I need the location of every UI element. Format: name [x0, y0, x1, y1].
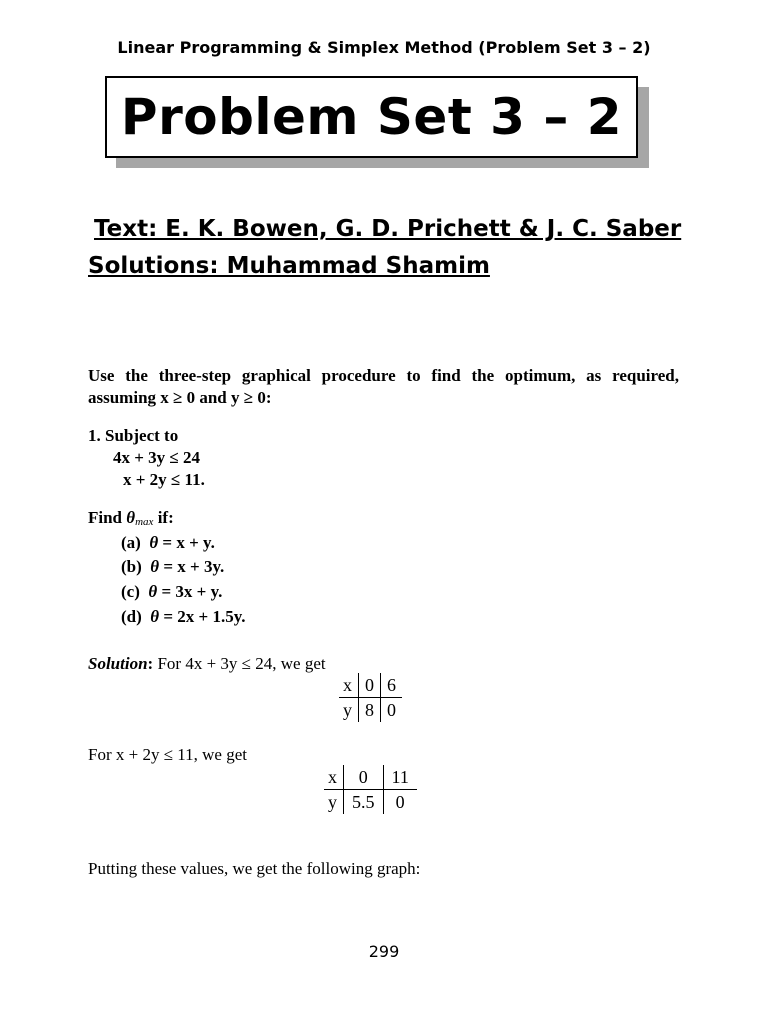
theta-symbol: θ: [126, 508, 136, 527]
table-y-label: y: [339, 698, 359, 723]
constraint-1: 4x + 3y ≤ 24: [113, 448, 201, 467]
table-cell: 5.5: [344, 790, 384, 815]
table-cell: 11: [383, 765, 417, 790]
intro-paragraph: Use the three-step graphical procedure to find the optimum, as required, assuming x ≥ 0 and y ≥ 0:: [88, 366, 679, 407]
solution-text-1: For 4x + 3y ≤ 24, we get: [153, 654, 326, 673]
solution-label: Solution: [88, 654, 148, 673]
table-x-label: x: [339, 673, 359, 698]
part-expression: = x + y.: [158, 533, 215, 552]
part-a: [121, 532, 215, 554]
part-b: [121, 556, 224, 578]
table-cell: 6: [381, 673, 403, 698]
part-label: (d): [121, 607, 142, 626]
constraint-2: x + 2y ≤ 11.: [123, 470, 205, 489]
table-x-label: x: [324, 765, 344, 790]
table-cell: 0: [387, 700, 396, 720]
values-table-2: [324, 765, 417, 814]
theta-subscript: max: [135, 516, 154, 528]
table-cell: 0: [344, 765, 384, 790]
theta-symbol: θ: [150, 557, 160, 576]
values-table-1: [339, 673, 402, 722]
find-suffix: if:: [153, 508, 174, 527]
solutions-credit: Solutions: Muhammad Shamim: [88, 253, 490, 279]
solution-colon: :: [147, 654, 154, 673]
part-expression: = x + 3y.: [159, 557, 225, 576]
theta-symbol: θ: [149, 533, 159, 552]
solution-line-3: Putting these values, we get the following graph:: [88, 859, 421, 878]
part-d: [121, 606, 246, 628]
part-expression: = 2x + 1.5y.: [159, 607, 246, 626]
table-y-label: y: [324, 790, 344, 815]
text-credit: Text: E. K. Bowen, G. D. Prichett & J. C. Saber: [94, 216, 682, 242]
problem-number: 1. Subject to: [88, 426, 179, 445]
part-label: (b): [121, 557, 142, 576]
find-line: [88, 507, 174, 531]
table-cell: 0: [395, 792, 405, 812]
solution-line-2: For x + 2y ≤ 11, we get: [88, 745, 247, 764]
page-title: Problem Set 3 – 2: [120, 88, 623, 146]
part-c: [121, 581, 222, 603]
part-label: (a): [121, 533, 141, 552]
part-expression: = 3x + y.: [157, 582, 223, 601]
theta-symbol: θ: [148, 582, 158, 601]
page-number: 299: [368, 942, 400, 961]
part-label: (c): [121, 582, 140, 601]
table-cell: 8: [359, 698, 381, 723]
title-box: [105, 76, 638, 158]
find-prefix: Find: [88, 508, 127, 527]
theta-symbol: θ: [150, 607, 160, 626]
table-cell: 0: [359, 673, 381, 698]
running-header: Linear Programming & Simplex Method (Problem Set 3 – 2): [117, 38, 651, 57]
solution-line-1: [88, 653, 326, 675]
